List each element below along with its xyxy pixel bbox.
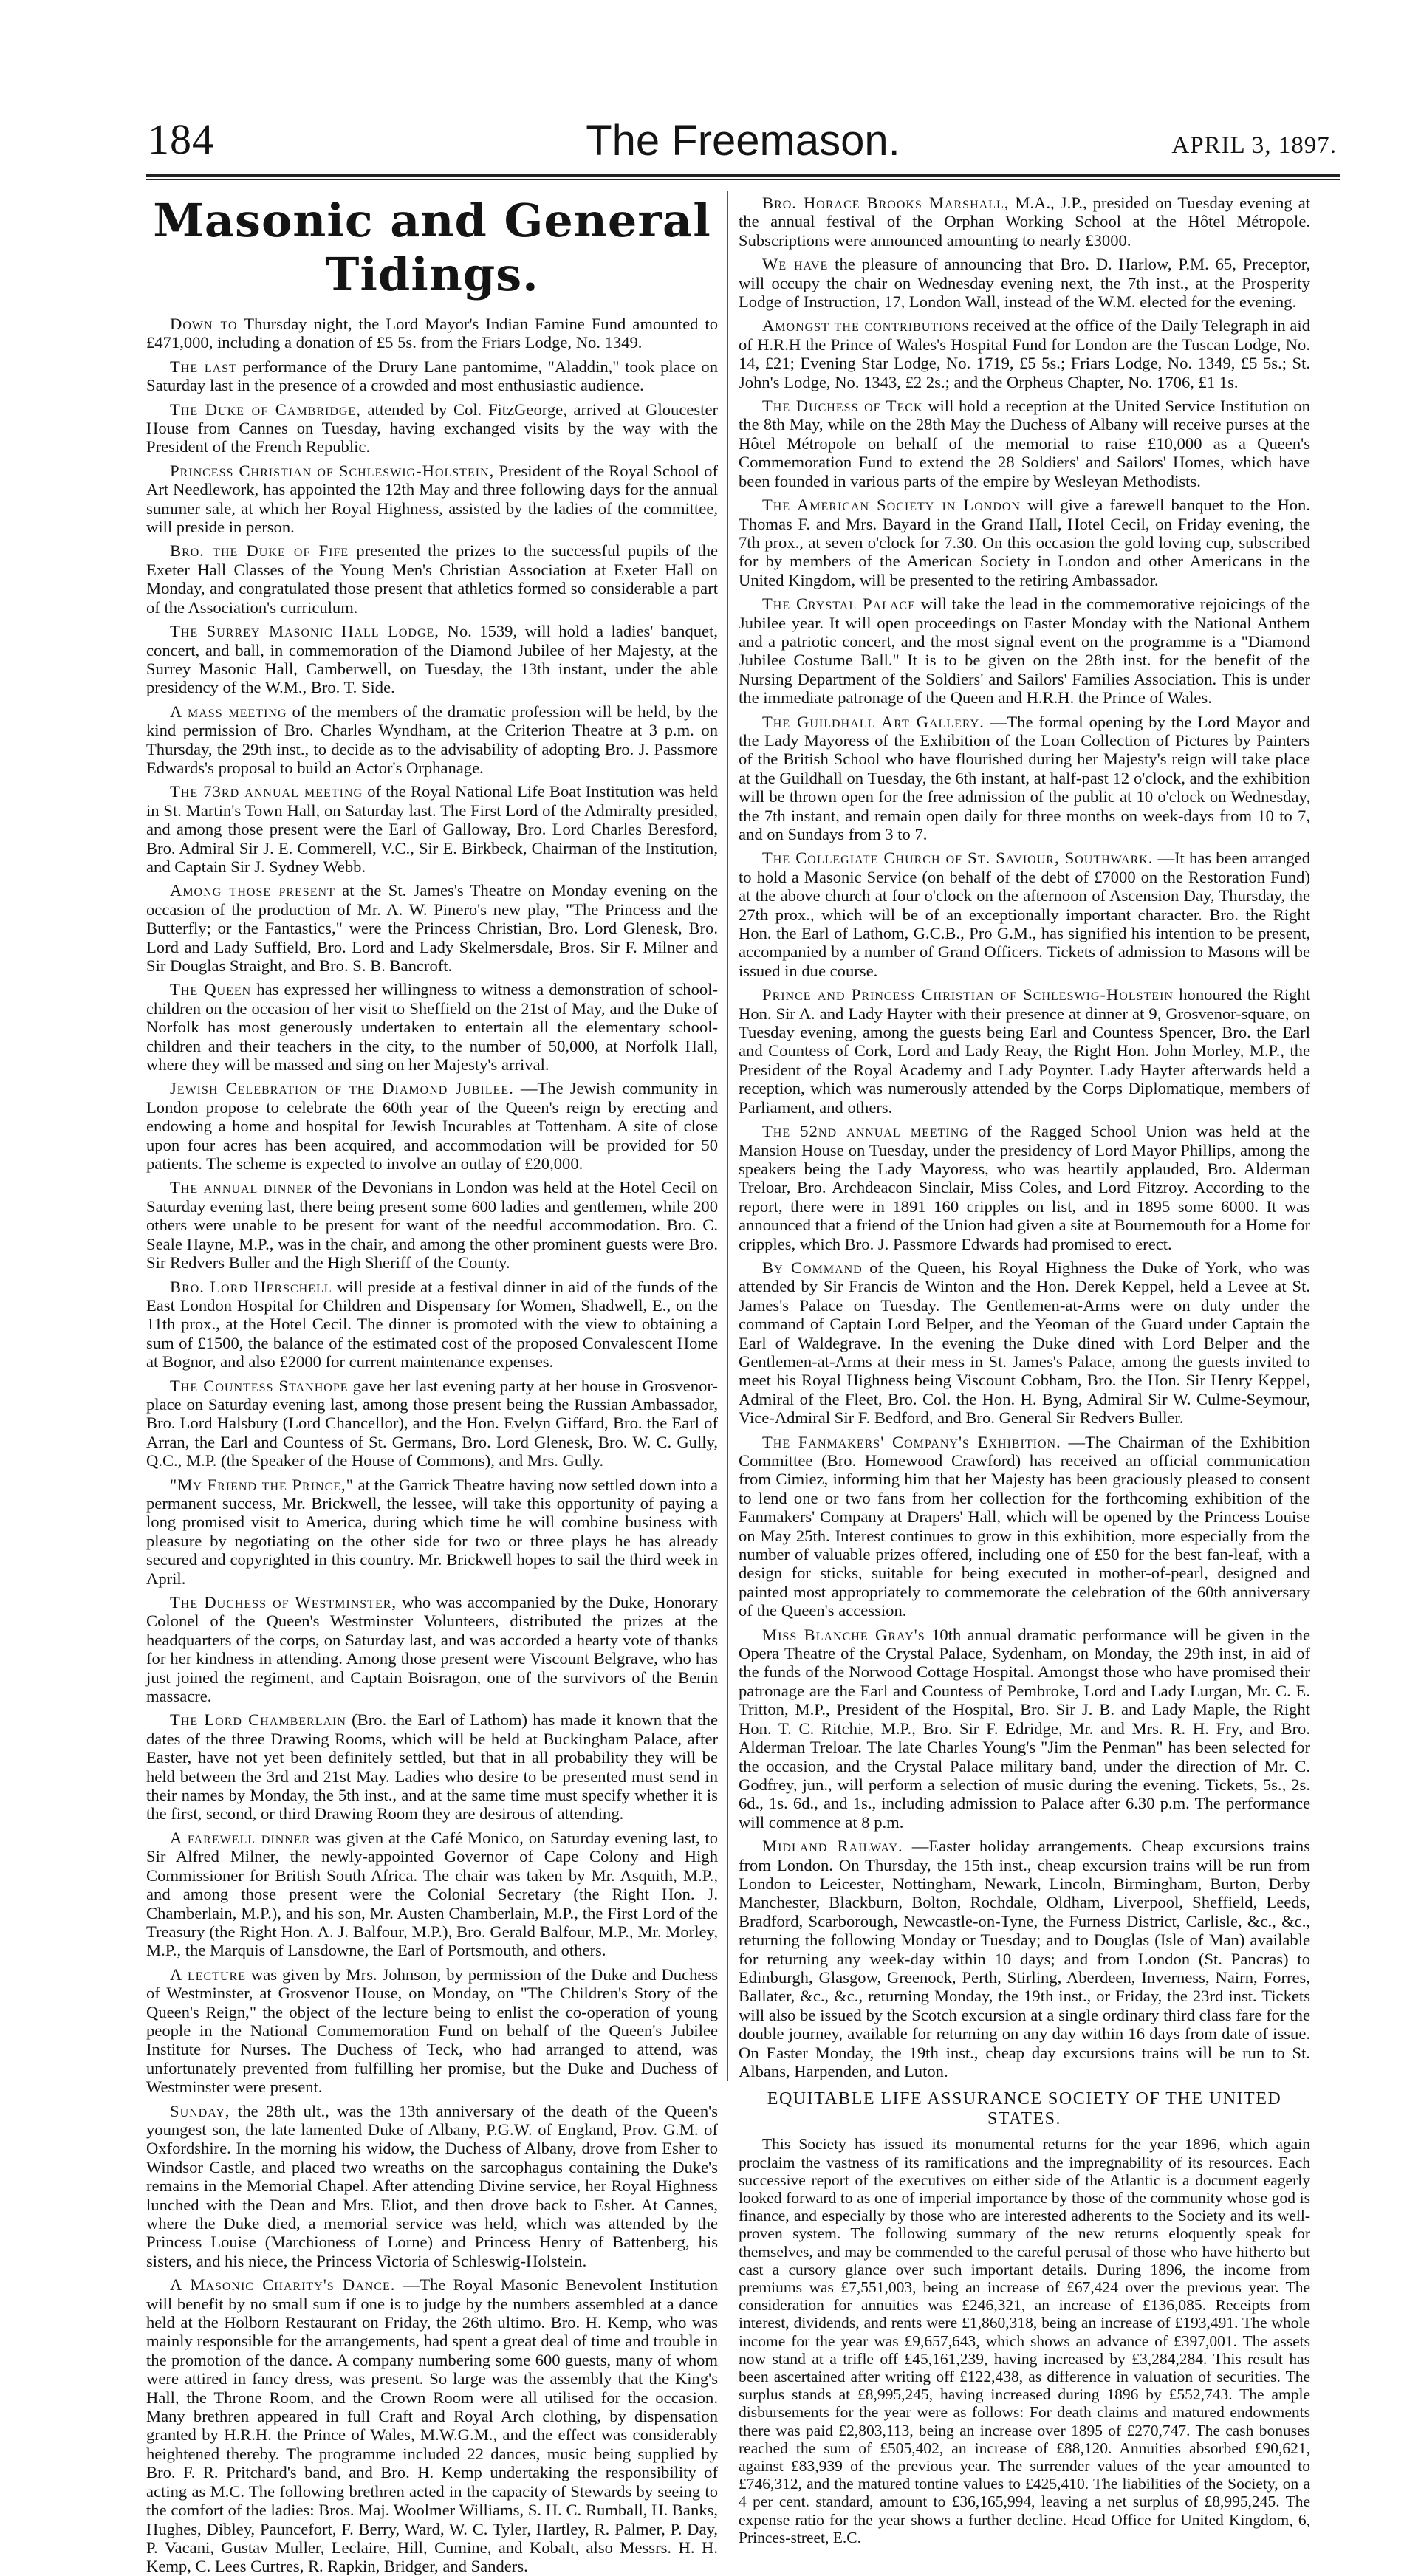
item-text: received at the office of the Daily Telegraph in aid of H.R.H the Prince of Wales's Hospital Fund for London are the Tuscan Lodge, No. 14, £21; Evening Star Lodge, No. 1719, £5 5s.; Friars Lodge, No. 1349, £5 5s.; St. John's Lodge, No. 1343, £2 2s.; and the Orpheus Chapter, No. 1706, £1 1s. <box>739 316 1311 391</box>
right-news-item <box>739 193 1310 250</box>
item-lead: The American Society in London <box>762 496 1021 515</box>
item-lead: The last <box>170 357 237 376</box>
left-news-item <box>146 1476 718 1588</box>
item-text: presented the prizes to the successful pupils of the Exeter Hall Classes of the Young Men's Christian Association at Exeter Hall on Monday, and congratulated those present that athletics formed so considerable a part of the Association's curriculum. <box>146 541 718 617</box>
item-lead: We have <box>762 255 829 274</box>
item-lead: The Duchess of Teck <box>762 397 923 416</box>
item-text: —Easter holiday arrangements. Cheap excursions trains from London. On Thursday, the 15th inst., cheap excursion trains will be run from London to Leicester, Nottingham, Newark, Lincoln, Birmingham, Burton, Derby Manchester, Blackburn, Bolton, Rochdale, Oldham, Liverpool, Sheffield, Leeds, Bradford, Scarborough, Newcastle-on-Tyne, the Furness District, Carlisle, &c., &c., returning the following Monday or Tuesday; and to Douglas (Isle of Man) available for returning any week-day within 10 days; and from London (St. Pancras) to Edinburgh, Glasgow, Greenock, Perth, Stirling, Aberdeen, Inverness, Nairn, Forres, Ballater, &c., &c., returning Monday, the 19th inst., or Friday, the 23rd inst. Tickets will also be issued by the Scotch excursion at a single ordinary third class fare for the double journey, available for returning on any day within 16 days from date of issue. On Easter Monday, the 19th inst., cheap day excursions trains will be run to St. Albans, Harpenden, and Luton. <box>739 1837 1310 2080</box>
left-news-item <box>146 881 718 975</box>
left-news-item <box>146 400 718 456</box>
item-text: the pleasure of announcing that Bro. D. Harlow, P.M. 65, Preceptor, will occupy the chair on Wednesday evening next, the 7th inst., at the Prosperity Lodge of Instruction, 17, London Wall, instead of the W.M. elected for the evening. <box>739 255 1311 312</box>
equitable-article: This Society has issued its monumental returns for the year 1896, which again proclaim the vastness of its ramifications and the impregnability of its resources. Each successive report of the executives on either side of the Atlantic is a document eagerly looked forward to as one of imperial importance by those of the community whose god is finance, and especially by those who are interested adherents to the Society and its well-proven system. The following summary of the new returns eloquently speak for themselves, and may be commended to the careful perusal of those who have hitherto but cast a cursory glance over such important details. During 1896, the income from premiums was £7,551,003, being an increase of £67,424 over the previous year. The consideration for annuities was £246,321, an increase of £136,085. Receipts from interest, dividends, and rents were £1,860,318, being an increase of £193,491. The whole income for the year was £9,657,643, which shows an advance of £397,001. The assets now stand at a trifle off £45,161,239, having increased by £3,284,284. This result has been ascertained after writing off £122,438, as difference in valuation of securities. The surplus stands at £8,995,245, having increased during 1896 by £552,743. The ample disbursements for the year were as follows: For death claims and matured endowments there was paid £2,803,113, being an increase over 1895 of £270,747. The cash bonuses reached the sum of £505,402, an increase of £88,120. Annuities absorbed £90,621, against £83,939 of the previous year. The surrender values of the year amounted to £746,312, and the matured tontine values to £425,410. The liabilities of the Society, on a 4 per cent. standard, amount to £36,165,994, leaving a net surplus of £8,995,245. The expense ratio for the year shows a further decline. Head Office for United Kingdom, 6, Princes-street, E.C. <box>739 2135 1310 2546</box>
right-news-items <box>739 193 1310 2080</box>
item-text: of the members of the dramatic profession will be held, by the kind permission of Bro. Charles Wyndham, at the Criterion Theatre at 3 p.m. on Thursday, the 29th inst., to decide as to the advisability of adopting Bro. J. Passmore Edwards's proposal to build an Actor's Orphanage. <box>146 702 718 777</box>
item-lead: The 52nd annual meeting <box>762 1122 969 1141</box>
item-text: —The Royal Masonic Benevolent Institution will benefit by no small sum if one is to judge by the numbers assembled at a dance held at the Holborn Restaurant on Friday, the 26th ultimo. Bro. H. Kemp, who was mainly responsible for the arrangements, had spent a great deal of time and trouble in the promotion of the dance. A company numbering some 600 guests, many of whom were attired in fancy dress, was present. So large was the assembly that the King's Hall, the Throne Room, and the Crown Room were all utilised for the occasion. Many brethren appeared in full Craft and Royal Arch clothing, by dispensation granted by H.R.H. the Prince of Wales, M.W.G.M., and the effect was considerably heightened thereby. The programme included 22 dances, music being supplied by Bro. F. R. Pritchard's band, and Bro. H. Kemp undertaking the responsibility of acting as M.C. The following brethren acted in the capacity of Stewards by seeing to the comfort of the ladies: Bros. Maj. Woolmer Williams, S. H. C. Rumball, H. Banks, Hughes, Dibley, Pauncefort, F. Berry, Ward, W. C. Tyler, Hartley, R. Palmer, P. Day, P. Vacani, Gustav Muller, Leclaire, Hill, Cumine, and Kobalt, also Messrs. H. H. Kemp, C. Lees Curtres, R. Rapkin, Bridger, and Sanders. <box>146 2275 718 2576</box>
item-lead: Amongst the contributions <box>762 316 970 335</box>
masthead <box>146 103 1340 170</box>
left-news-item <box>146 980 718 1074</box>
item-lead: A Masonic Charity's Dance. <box>170 2275 396 2295</box>
column-divider <box>727 191 728 2081</box>
item-text: Thursday night, the Lord Mayor's Indian Famine Fund amounted to £471,000, including a donation of £5 5s. from the Friars Lodge, No. 1349. <box>146 315 718 352</box>
right-news-item <box>739 397 1310 490</box>
item-text: will hold a reception at the United Service Institution on the 8th May, while on the 28th May the Duchess of Albany will receive purses at the Hôtel Métropole on behalf of the memorial to raise £10,000 as a Queen's Commemoration Fund to extend the 28 Soldiers' and Sailors' Homes, which have been founded in various parts of the empire by Wesleyan Methodists. <box>739 397 1310 490</box>
item-text: M.A., J.P., presided on Tuesday evening at the annual festival of the Orphan Working School at the Hôtel Métropole. Subscriptions were announced amounting to nearly £3000. <box>739 193 1311 250</box>
item-lead: Sunday, <box>170 2101 230 2120</box>
item-lead: The Guildhall Art Gallery. <box>762 712 985 731</box>
item-text: —The formal opening by the Lord Mayor and the Lady Mayoress of the Exhibition of the Loan Collection of Pictures by Painters of the British School who have flourished during her Majesty's reign will take place at the Guildhall on Tuesday, the 6th instant, at half-past 12 o'clock, and the exhibition will be thrown open for the free admission of the public at 10 o'clock on Wednesday, the 7th instant, and remain open daily for three months on week-days from 10 to 7, and on Sundays from 3 to 7. <box>739 712 1310 843</box>
item-text: 10th annual dramatic performance will be given in the Opera Theatre of the Crystal Palace, Sydenham, on Monday, the 29th inst, in aid of the funds of the Norwood Cottage Hospital. Amongst those who have promised their patronage are the Earl and Countess of Pembroke, Lord and Lady Lurgan, Mr. C. E. Tritton, M.P., President of the Hospital, Bro. Sir J. B. and Lady Maple, the Right Hon. T. C. Ritchie, M.P., Bro. Sir F. Edridge, Mr. and Mrs. R. H. Fry, and Bro. Alderman Treloar. The late Charles Young's "Jim the Penman" has been selected for the occasion, and the Crystal Palace military band, under the direction of Mr. C. Godfrey, jun., will perform a selection of music during the evening. Tickets, 5s., 2s. 6d., 1s. 6d., and 1s., including admission to Palace after 6.30 p.m. The performance will commence at 8 p.m. <box>739 1625 1310 1832</box>
item-text: has expressed her willingness to witness a demonstration of school-children on the occasion of her visit to Sheffield on the 21st of May, and the Duke of Norfolk has most generously undertaken to entertain all the elementary school-children and their teachers in the city, to the number of 50,000, at Norfolk Hall, where they will be massed and sing on her Majesty's arrival. <box>146 980 718 1075</box>
left-news-item <box>146 1079 718 1173</box>
item-lead: Prince and Princess Christian of Schleswig-Holstein <box>762 985 1174 1004</box>
item-text: was given by Mrs. Johnson, by permission of the Duke and Duchess of Westminster, at Grosvenor House, on Monday, on "The Children's Story of the Queen's Reign," the object of the lecture being to enlist the co-operation of young people in the National Commemoration Fund on behalf of the Queen's Jubilee Institute for Nurses. The Duchess of Teck, who had arranged to attend, was unfortunately prevented from fulfilling her promise, but the Duke and Duchess of Westminster were present. <box>146 1964 718 2097</box>
left-news-item <box>146 1178 718 1272</box>
item-lead: The Duke of Cambridge, <box>170 400 361 419</box>
header-rule-thin <box>146 179 1340 180</box>
item-text: (Bro. the Earl of Lathom) has made it known that the dates of the three Drawing Rooms, which will be held at Buckingham Palace, after Easter, have not yet been definitely settled, but that in all probability they will be held between the 3rd and 21st May. Ladies who desire to be presented must send in their names by Monday, the 5th inst., and at the same time must specify whether it is the first, second, or third Drawing Room they are desirous of attending. <box>146 1710 718 1823</box>
left-news-item <box>146 1965 718 2097</box>
item-text: will give a farewell banquet to the Hon. Thomas F. and Mrs. Bayard in the Grand Hall, Hotel Cecil, on Friday evening, the 7th prox., at seven o'clock for 7.30. On this occasion the gold loving cup, subscribed for by members of the American Society in London and other Americans in the United Kingdom, will be presented to the retiring Ambassador. <box>739 496 1311 589</box>
item-lead: The Queen <box>170 980 252 999</box>
item-text: —The Chairman of the Exhibition Committee (Bro. Homewood Crawford) has received an official communication from Cimiez, informing him that her Majesty has been graciously pleased to consent to lend one or two fans from her collection for the forthcoming exhibition of the Fanmakers' Company at Drapers' Hall, which will be opened by the Princess Louise on May 25th. Interest continues to grow in this exhibition, more especially from the number of valuable prizes offered, including one of £50 for the best fan-leaf, with a design for sticks, suitable for being executed in mother-of-pearl, designed and painted most appropriately to commemorate the celebration of the 60th anniversary of the Queen's accession. <box>739 1432 1311 1620</box>
left-news-item <box>146 1829 718 1960</box>
right-news-item <box>739 1122 1310 1253</box>
item-text: at the Garrick Theatre having now settled down into a permanent success, Mr. Brickwell, the lessee, will take this opportunity of paying a long promised visit to America, during which time he will combine business with pleasure by negotiating on the other side for two or three plays he has already secured and copyrighted in this country. Mr. Brickwell hopes to sail the third week in April. <box>146 1475 718 1588</box>
right-news-item <box>739 985 1310 1117</box>
item-lead: The Fanmakers' Company's Exhibition. <box>762 1432 1061 1451</box>
item-lead: Princess Christian of Schleswig-Holstein, <box>170 461 495 480</box>
item-text: at the St. James's Theatre on Monday evening on the occasion of the production of Mr. A. W. Pinero's new play, "The Princess and the Butterfly; or the Fantastics," were the Princess Christian, Bro. Lord Glenesk, Bro. Lord and Lady Suffield, Bro. Lord and Lady Skelmersdale, Bros. Sir F. Milner and Sir Douglas Straight, and Bro. S. B. Bancroft. <box>146 881 718 975</box>
right-news-item <box>739 316 1310 391</box>
item-lead: Bro. Lord Herschell <box>170 1277 332 1296</box>
issue-date: APRIL 3, 1897. <box>1171 132 1337 159</box>
right-news-item <box>739 849 1310 980</box>
item-lead: "My Friend the Prince," <box>170 1475 354 1494</box>
item-lead: Down to <box>170 315 238 333</box>
item-text: of the Royal National Life Boat Institution was held in St. Martin's Town Hall, on Saturday last. The First Lord of the Admiralty presided, and among those present were the Earl of Galloway, Bro. Lord Charles Beresford, Bro. Admiral Sir J. E. Commerell, V.C., Sir E. Birkbeck, Chairman of the Institution, and Captain Sir J. Sydney Webb. <box>146 782 719 876</box>
left-news-item <box>146 541 718 617</box>
left-column <box>146 193 719 2576</box>
item-lead: A mass meeting <box>170 702 287 721</box>
item-lead: A lecture <box>170 1964 246 1984</box>
right-news-item <box>739 1258 1310 1428</box>
item-text: performance of the Drury Lane pantomime, "Aladdin," took place on Saturday last in the presence of a crowded and most enthusiastic audience. <box>146 357 719 395</box>
equitable-heading: EQUITABLE LIFE ASSURANCE SOCIETY OF THE UNITED STATES. <box>767 2089 1282 2129</box>
item-text: who was accompanied by the Duke, Honorary Colonel of the Queen's Westminster Volunteers, distributed the prizes at the headquarters of the corps, on Saturday last, and was accorded a hearty vote of thanks for her kindness in attending. Among those present were Viscount Belgrave, who has just joined the regiment, and Captain Boisragon, one of the survivors of the Benin massacre. <box>146 1593 718 1706</box>
left-news-item <box>146 622 718 697</box>
item-text: President of the Royal School of Art Needlework, has appointed the 12th May and three following days for the annual summer sale, at which her Royal Highness, assisted by the ladies of the committee, will preside in person. <box>146 461 718 537</box>
item-text: of the Ragged School Union was held at the Mansion House on Tuesday, under the presidency of Lord Mayor Phillips, among the speakers being the Lady Mayoress, who was heartily applauded, Bro. Alderman Treloar, Bro. Archdeacon Sinclair, Miss Coles, and Lord Fitzroy. According to the report, there were in 1891 160 cripples on list, and in 1895 some 6000. It was announced that a friend of the Union had given a site at Bournemouth for a Home for cripples, which Bro. J. Passmore Edwards had promised to erect. <box>739 1122 1310 1253</box>
item-text: will preside at a festival dinner in aid of the funds of the East London Hospital for Children and Dispensary for Women, Shadwell, E., on the 11th prox., at the Hotel Cecil. The dinner is promoted with the view to obtaining a sum of £1500, the balance of the estimated cost of the proposed Convalescent Home at Bognor, and also £2000 for current maintenance expenses. <box>146 1277 718 1371</box>
item-lead: The 73rd annual meeting <box>170 782 363 801</box>
header-rule <box>146 174 1340 177</box>
right-news-item <box>739 1433 1310 1620</box>
item-lead: The Collegiate Church of St. Saviour, Southwark. <box>762 849 1154 868</box>
item-lead: The Countess Stanhope <box>170 1376 349 1395</box>
right-news-item <box>739 1626 1310 1832</box>
left-news-item <box>146 462 718 537</box>
section-title: Masonic and General Tidings. <box>153 193 711 301</box>
left-news-item <box>146 2102 718 2271</box>
right-news-item <box>739 255 1310 311</box>
left-news-item <box>146 1593 718 1705</box>
left-news-item <box>146 1278 718 1371</box>
item-text: attended by Col. FitzGeorge, arrived at Gloucester House from Cannes on Tuesday, having exchanged visits by the way with the President of the French Republic. <box>146 400 718 456</box>
right-column <box>739 193 1311 2546</box>
item-lead: The Lord Chamberlain <box>170 1710 346 1730</box>
item-lead: Bro. Horace Brooks Marshall, <box>762 193 1010 212</box>
item-text: of the Devonians in London was held at the Hotel Cecil on Saturday evening last, there being present some 600 ladies and gentlemen, while 200 others were unable to be present for want of the needful accommodation. Bro. C. Seale Hayne, M.P., was in the chair, and among the other prominent guests were Bro. Sir Redvers Buller and the High Sheriff of the County. <box>146 1178 718 1272</box>
item-lead: Miss Blanche Gray's <box>762 1625 925 1644</box>
right-news-item <box>739 595 1310 707</box>
left-news-item <box>146 315 718 352</box>
item-text: —The Jewish community in London propose to celebrate the 60th year of the Queen's reign by erecting and endowing a home and hospital for Jewish Incurables at Tottenham. A site of close upon four acres has been acquired, and accommodation will be provided for 50 patients. The scheme is expected to involve an outlay of £20,000. <box>146 1079 718 1174</box>
item-text: will take the lead in the commemorative rejoicings of the Jubilee year. It will open proceedings on Easter Monday with the National Anthem and a patriotic concert, and the most signal event on the programme is a "Diamond Jubilee Costume Ball." It is to be given on the 28th inst. for the benefit of the Nursing Department of the Soldiers' and Sailors' Families Association. This is under the immediate patronage of the Queen and H.R.H. the Prince of Wales. <box>739 595 1310 708</box>
item-lead: Midland Railway. <box>762 1837 903 1856</box>
item-text: the 28th ult., was the 13th anniversary of the death of the Queen's youngest son, the late lamented Duke of Albany, P.G.W. of England, Prov. G.M. of Oxfordshire. In the morning his widow, the Duchess of Albany, drove from Esher to Windsor Castle, and placed two wreaths on the sarcophagus containing the Duke's remains in the Memorial Chapel. After attending Divine service, her Royal Highness lunched with the Dean and Mrs. Eliot, and then drove back to Esher. At Cannes, where the Duke died, a memorial service was held, which was attended by the Princess Louise (Marchioness of Lorne) and Princess Henry of Battenberg, his sisters, and his niece, the Princess Victoria of Schleswig-Holstein. <box>146 2101 718 2270</box>
right-news-item <box>739 713 1310 844</box>
left-news-items <box>146 315 718 2576</box>
item-text: —It has been arranged to hold a Masonic Service (on behalf of the debt of £7000 on the Restoration Fund) at the above church at four o'clock on the afternoon of Ascension Day, Thursday, the 27th prox., which will be of an exceptionally important character. Bro. the Right Hon. the Earl of Lathom, G.C.B., Pro G.M., has signified his intention to be present, accompanied by a number of Grand Officers. Tickets of admission to Masons will be issued in due course. <box>739 849 1310 980</box>
item-lead: Bro. the Duke of Fife <box>170 541 349 561</box>
left-news-item <box>146 1710 718 1823</box>
item-lead: By Command <box>762 1258 863 1277</box>
left-news-item <box>146 702 718 778</box>
item-lead: Among those present <box>170 881 335 900</box>
item-text: was given at the Café Monico, on Saturday evening last, to Sir Alfred Milner, the newly-appointed Governor of Cape Colony and High Commissioner for British South Africa. The chair was taken by Mr. Asquith, M.P., and among those present were the Colonial Secretary (the Right Hon. J. Chamberlain, M.P.), and his son, Mr. Austen Chamberlain, M.P., the First Lord of the Treasury (the Right Hon. A. J. Balfour, M.P.), Bro. Gerald Balfour, M.P., Mr. Morley, M.P., the Marquis of Lansdowne, the Earl of Portsmouth, and others. <box>146 1828 719 1960</box>
item-text: honoured the Right Hon. Sir A. and Lady Hayter with their presence at dinner at 9, Grosvenor-square, on Tuesday evening, among the guests being Earl and Countess Spencer, Bro. the Earl and Countess of Cork, Lord and Lady Reay, the Right Hon. John Morley, M.P., the President of the Royal Academy and Lady Poynter. Lady Hayter afterwards held a reception, which was numerously attended by the Corps Diplomatique, members of Parliament, and others. <box>739 985 1310 1117</box>
right-news-item <box>739 496 1310 589</box>
left-news-item <box>146 357 718 395</box>
item-lead: The Surrey Masonic Hall Lodge, <box>170 622 439 641</box>
item-lead: A farewell dinner <box>170 1828 311 1847</box>
right-news-item <box>739 1837 1310 2080</box>
item-lead: The Duchess of Westminster, <box>170 1593 397 1611</box>
left-news-item <box>146 782 718 876</box>
item-text: of the Queen, his Royal Highness the Duke of York, who was attended by Sir Francis de Winton and the Hon. Derek Keppel, held a Levee at St. James's Palace on Tuesday. The Gentlemen-at-Arms were on duty under the command of Captain Lord Belper, and the Yeoman of the Guard under Captain the Earl of Waldegrave. In the evening the Duke dined with Lord Belper and the Gentlemen-at-Arms at their mess in St. James's Palace, among the guests invited to meet his Royal Highness being Viscount Cobham, Bro. the Hon. Sir Henry Keppel, Admiral of the Fleet, Bro. Col. the Hon. H. Byng, Admiral Sir W. Culme-Seymour, Vice-Admiral Sir F. Bedford, and Bro. General Sir Redvers Buller. <box>739 1258 1310 1428</box>
item-text: No. 1539, will hold a ladies' banquet, concert, and ball, in commemoration of the Diamond Jubilee of her Majesty, at the Surrey Masonic Hall, Camberwell, on Tuesday, the 13th instant, under the able presidency of the W.M., Bro. T. Side. <box>146 622 718 697</box>
item-text: gave her last evening party at her house in Grosvenor-place on Saturday evening last, among those present being the Russian Ambassador, Bro. Lord Halsbury (Lord Chancellor), and the Hon. Evelyn Giffard, Bro. the Earl of Arran, the Earl and Countess of St. Germans, Bro. Lord Glenesk, Bro. W. C. Gully, Q.C., M.P. (the Speaker of the House of Commons), and Mrs. Gully. <box>146 1376 718 1470</box>
page-number: 184 <box>148 115 214 163</box>
left-news-item <box>146 2275 718 2576</box>
left-news-item <box>146 1377 718 1470</box>
item-lead: The annual dinner <box>170 1178 313 1197</box>
newspaper-title: The Freemason. <box>586 117 900 165</box>
item-lead: Jewish Celebration of the Diamond Jubilee. <box>170 1079 514 1098</box>
item-lead: The Crystal Palace <box>762 595 916 614</box>
